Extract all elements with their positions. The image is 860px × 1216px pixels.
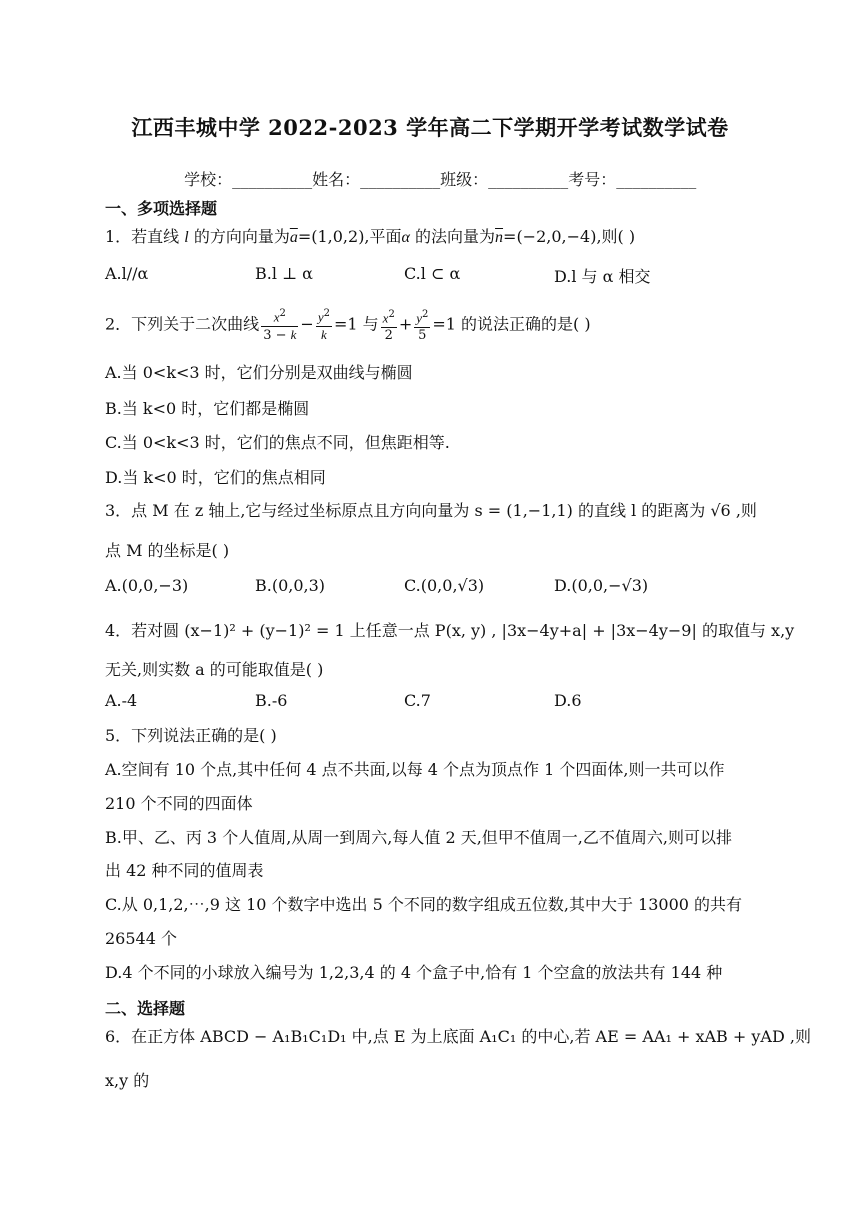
question-4-stem-line1: 4．若对圆 (x−1)² + (y−1)² = 1 上任意一点 P(x, y) , |3x−4y+a| + |3x−4y−9| 的取值与 x,y bbox=[105, 621, 795, 640]
question-4-option-c[interactable]: C.7 bbox=[404, 691, 431, 710]
question-1-stem: 1．若直线 l 的方向向量为$\overline{a}=(1,0,2)$,平面α 的法向量为$\overline{n}=(-2,0,-4)$,则( ) bbox=[105, 227, 636, 246]
question-3-option-d[interactable]: D.(0,0,−√3) bbox=[554, 576, 649, 595]
question-6-stem-line1: 6．在正方体 ABCD − A₁B₁C₁D₁ 中,点 E 为上底面 A₁C₁ 的中心,若 AE = AA₁ + xAB + yAD ,则 bbox=[105, 1027, 811, 1046]
question-5-option-b-line1[interactable]: B.甲、乙、丙 3 个人值周,从周一到周六,每人值 2 天,但甲不值周一,乙不值周六,则可以排 bbox=[105, 828, 732, 847]
number-field[interactable]: 考号：__________ bbox=[568, 170, 697, 189]
fraction-3: $\frac{x^2}{2}$ bbox=[382, 308, 395, 343]
fraction-1: $\frac{x^2}{3 - k}$ bbox=[263, 308, 297, 344]
question-2-stem: 2．下列关于二次曲线 $\frac{x^2}{3 - k}$ − $\frac{y^2}{k}$ =1 与 $\frac{x^2}{2}$ + $\frac{y^2}{5}$ =1 的说法正确的是( ) bbox=[105, 308, 591, 344]
question-1-option-a[interactable]: A.l//α bbox=[105, 264, 149, 283]
question-1-option-b[interactable]: B.l ⊥ α bbox=[255, 264, 313, 283]
question-3-stem-line2: 点 M 的坐标是( ) bbox=[105, 541, 230, 560]
fraction-4: $\frac{y^2}{5}$ bbox=[416, 308, 429, 343]
question-5-option-a-line2: 210 个不同的四面体 bbox=[105, 794, 253, 813]
question-5-option-c-line1[interactable]: C.从 0,1,2,⋯,9 这 10 个数字中选出 5 个不同的数字组成五位数,其中大于 13000 的共有 bbox=[105, 895, 743, 914]
section-heading-multi: 一、多项选择题 bbox=[105, 199, 218, 218]
question-4-option-d[interactable]: D.6 bbox=[554, 691, 582, 710]
question-2-option-b[interactable]: B.当 k<0 时，它们都是椭圆 bbox=[105, 399, 310, 418]
fraction-2: $\frac{y^2}{k}$ bbox=[317, 308, 330, 343]
question-5-option-c-line2: 26544 个 bbox=[105, 929, 177, 948]
name-field[interactable]: 姓名：__________ bbox=[312, 170, 441, 189]
question-3-option-c[interactable]: C.(0,0,√3) bbox=[404, 576, 485, 595]
question-2-option-c[interactable]: C.当 0<k<3 时，它们的焦点不同，但焦距相等. bbox=[105, 433, 450, 452]
question-2-option-d[interactable]: D.当 k<0 时，它们的焦点相同 bbox=[105, 468, 326, 487]
school-field[interactable]: 学校：__________ bbox=[184, 170, 313, 189]
question-3-option-b[interactable]: B.(0,0,3) bbox=[255, 576, 326, 595]
question-4-stem-line2: 无关,则实数 a 的可能取值是( ) bbox=[105, 660, 324, 679]
question-1-option-d[interactable]: D.l 与 α 相交 bbox=[554, 267, 651, 286]
question-5-option-b-line2: 出 42 种不同的值周表 bbox=[105, 861, 264, 880]
question-6-stem-line2: x,y 的 bbox=[105, 1071, 150, 1090]
question-3-stem-line1: 3．点 M 在 z 轴上,它与经过坐标原点且方向向量为 s = (1,−1,1) 的直线 l 的距离为 √6 ,则 bbox=[105, 501, 757, 520]
section-heading-single: 二、选择题 bbox=[105, 999, 186, 1018]
question-5-option-d[interactable]: D.4 个不同的小球放入编号为 1,2,3,4 的 4 个盒子中,恰有 1 个空盒的放法共有 144 种 bbox=[105, 963, 723, 982]
page-title: 江西丰城中学 2022-2023 学年高二下学期开学考试数学试卷 bbox=[131, 115, 729, 140]
question-4-option-a[interactable]: A.-4 bbox=[105, 691, 138, 710]
question-3-option-a[interactable]: A.(0,0,−3) bbox=[105, 576, 189, 595]
question-1-option-c[interactable]: C.l ⊂ α bbox=[404, 264, 461, 283]
class-field[interactable]: 班级：__________ bbox=[440, 170, 569, 189]
question-5-stem: 5．下列说法正确的是( ) bbox=[105, 726, 277, 745]
question-2-option-a[interactable]: A.当 0<k<3 时，它们分别是双曲线与椭圆 bbox=[105, 363, 413, 382]
question-4-option-b[interactable]: B.-6 bbox=[255, 691, 288, 710]
question-5-option-a-line1[interactable]: A.空间有 10 个点,其中任何 4 点不共面,以每 4 个点为顶点作 1 个四面体,则一共可以作 bbox=[105, 760, 725, 779]
